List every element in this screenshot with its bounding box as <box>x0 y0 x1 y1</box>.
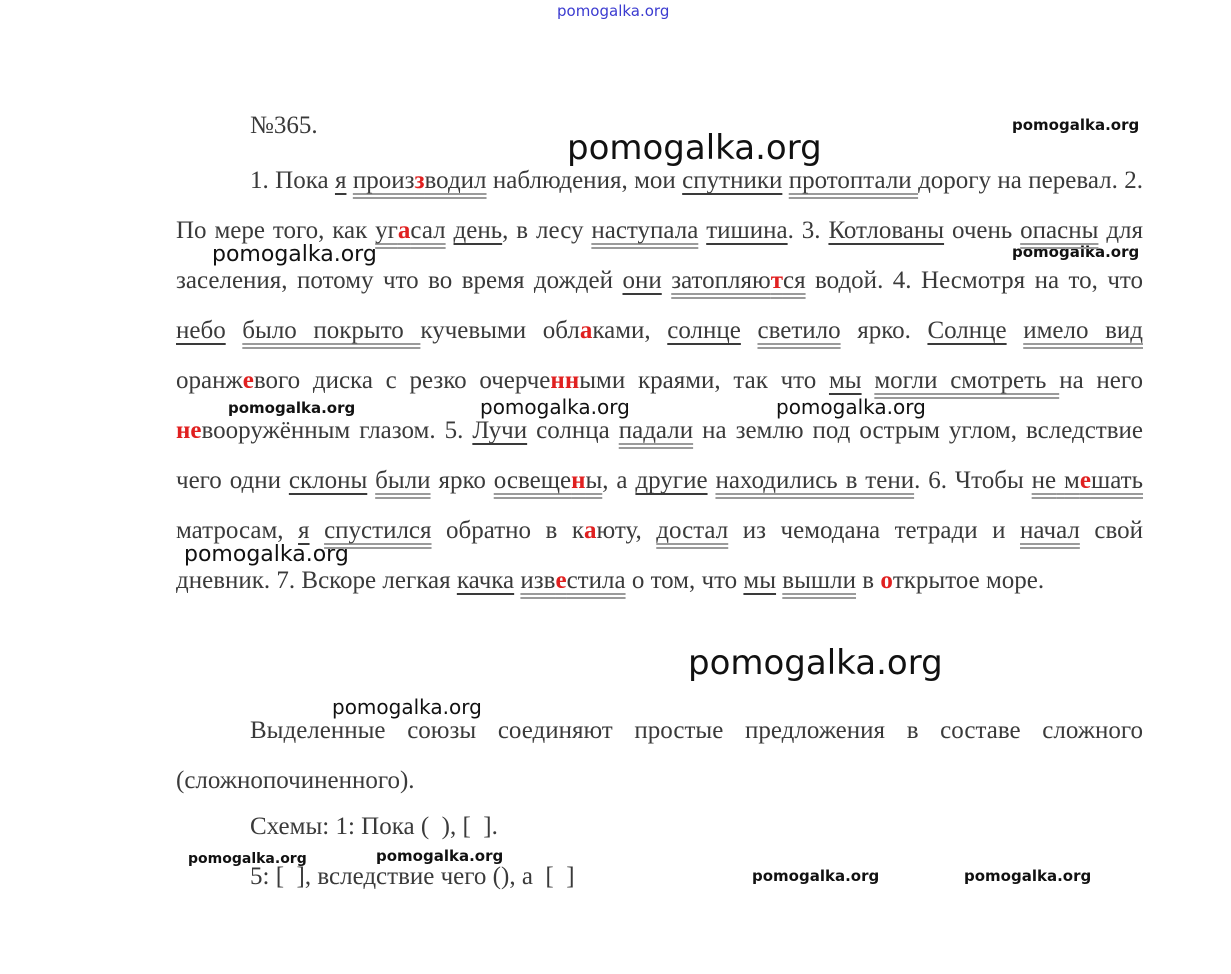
predicate: затопляются <box>671 267 806 294</box>
predicate: наступала <box>591 217 699 244</box>
subject: я <box>298 517 310 544</box>
predicate: падали <box>618 417 694 444</box>
scheme-line-2: 5: [ ], вследствие чего (), а [ ] <box>250 863 575 890</box>
subject: Лучи <box>472 417 528 444</box>
predicate: опасны <box>1020 217 1099 244</box>
watermark: pomogalka.org <box>1012 243 1140 261</box>
exercise-text: 1. Пока я произзводил наблюдения, мои спутники протоптали дорогу на перевал. 2. По мере того, как угасал день, в лесу наступала тишина. 3. Котлованы очень опасны для заселения, потому что во время дождей они затопляются водой. 4. Несмотря на то, что небо было покрыто кучевыми облаками, солнце светило ярко. Солнце имело вид оранжевого диска с резко очерченными краями, так что мы могли смотреть на него невооружённым глазом. 5. Лучи солнца падали на землю под острым углом, вследствие чего одни склоны были ярко освещены, а другие находились в тени. 6. Чтобы не мешать матросам, я спустился обратно в каюту, достал из чемодана тетради и начал свой дневник. 7. Вскоре легкая качка известила о том, что мы вышли в открытое море. <box>176 167 1144 594</box>
watermark: pomogalka.org <box>964 867 1092 885</box>
watermark-top: pomogalka.org <box>557 2 670 20</box>
subject: солнце <box>667 317 741 344</box>
subject: качка <box>456 567 515 594</box>
task-number: №365. <box>250 112 318 139</box>
subject: тишина <box>706 217 788 244</box>
predicate: спустился <box>324 517 432 544</box>
subject: день <box>453 217 503 244</box>
predicate: вышли <box>782 567 857 594</box>
subject: Солнце <box>927 317 1007 344</box>
predicate: могли смотреть <box>874 367 1060 394</box>
watermark: pomogalka.org <box>480 395 630 419</box>
watermark: pomogalka.org <box>776 395 926 419</box>
scheme-line-1: Схемы: 1: Пока ( ), [ ]. <box>250 813 498 840</box>
predicate: не мешать <box>1031 467 1144 494</box>
predicate: находились в тени <box>715 467 915 494</box>
watermark: pomogalka.org <box>212 242 377 267</box>
predicate: было покрыто <box>242 317 421 344</box>
predicate: освещены <box>493 467 603 494</box>
subject: мы <box>828 367 862 394</box>
subject: небо <box>176 317 226 344</box>
subject: другие <box>635 467 708 494</box>
predicate: светило <box>757 317 841 344</box>
watermark: pomogalka.org <box>376 847 504 865</box>
subject: я <box>334 167 347 194</box>
predicate: начал <box>1020 517 1080 544</box>
watermark: pomogalka.org <box>567 128 822 168</box>
watermark: pomogalka.org <box>228 399 356 417</box>
subject: Котлованы <box>828 217 945 244</box>
watermark: pomogalka.org <box>752 867 880 885</box>
watermark: pomogalka.org <box>188 851 307 867</box>
predicate: достал <box>656 517 729 544</box>
watermark: pomogalka.org <box>184 542 349 567</box>
watermark: pomogalka.org <box>1012 116 1140 134</box>
subject: спутники <box>682 167 783 194</box>
predicate: протоптали <box>788 167 919 194</box>
subject: склоны <box>288 467 368 494</box>
subject: они <box>622 267 662 294</box>
predicate: известила <box>520 567 626 594</box>
predicate: имело вид <box>1023 317 1143 344</box>
subject: мы <box>743 567 777 594</box>
predicate: были <box>375 467 431 494</box>
watermark: pomogalka.org <box>332 695 482 719</box>
watermark: pomogalka.org <box>688 643 943 683</box>
predicate: угасал <box>375 217 446 244</box>
predicate: произзводил <box>352 167 487 194</box>
conclusion-text: Выделенные союзы соединяют простые предложения в составе сложного (сложнопочиненного). <box>176 717 1143 794</box>
